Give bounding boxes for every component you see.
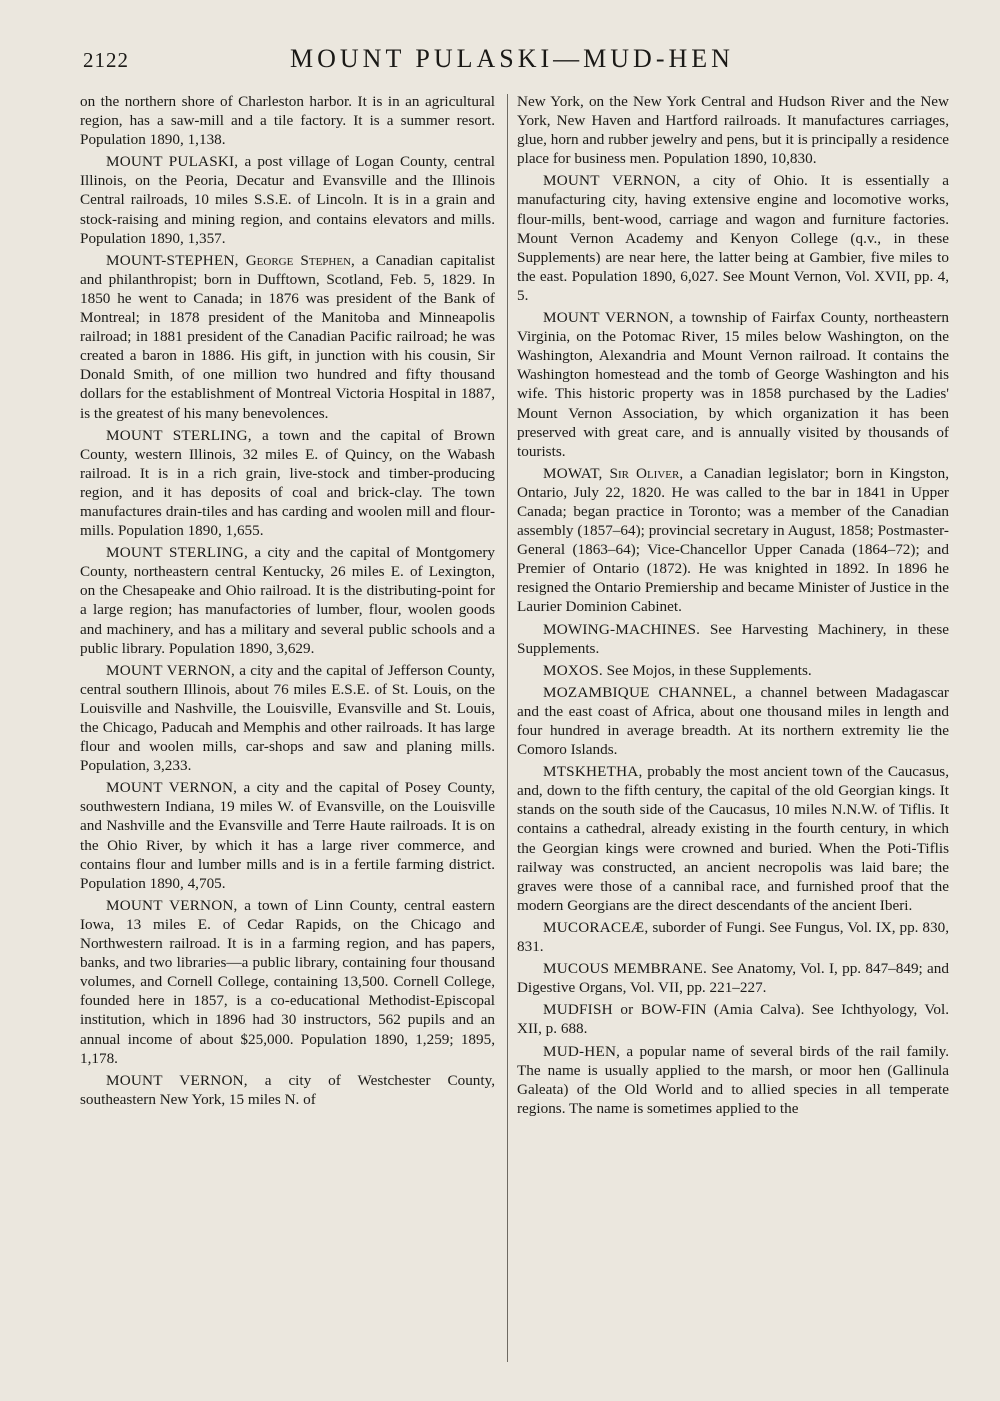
column-divider bbox=[507, 94, 508, 1362]
entry bbox=[80, 543, 495, 658]
entry bbox=[517, 308, 949, 461]
entry bbox=[80, 778, 495, 893]
entry-headword: MUDFISH or BOW-FIN bbox=[543, 1001, 707, 1019]
entry-text: a town of Linn County, central eastern Iowa, 13 miles E. of Cedar Rapids, on the Chicago and Northwestern railroad. It is in a farming region, and has papers, banks, and two libraries—a public library, containing four thousand volumes, and Cornell College, containing 13,500. Cornell College, founded here in 1857, is a co-educational Methodist-Episcopal institution, which in 1896 had 30 instructors, 562 pupils and an annual income of about $25,000. Population 1890, 1,259; 1895, 1,178. bbox=[80, 896, 495, 1067]
left-column bbox=[80, 92, 495, 1379]
entry bbox=[517, 661, 949, 680]
entry bbox=[517, 171, 949, 305]
entry-headword: MOZAMBIQUE CHANNEL, bbox=[543, 683, 737, 701]
entry-text: a city of Westchester County, southeastern New York, 15 miles N. of bbox=[80, 1071, 495, 1108]
entry bbox=[80, 1071, 495, 1109]
entry bbox=[517, 959, 949, 997]
entry-headword: MUCORACEÆ, bbox=[543, 918, 649, 936]
paragraph bbox=[517, 92, 949, 168]
running-title: MOUNT PULASKI—MUD-HEN bbox=[290, 44, 734, 73]
entry-text: a Canadian capitalist and philanthropist; born in Dufftown, Scotland, Feb. 5, 1829. In 1850 he went to Canada; in 1876 was president of the Bank of Montreal; in 1878 president of the Manitoba and Minneapolis railroad; in 1881 president of the Canadian Pacific railroad; he was created a baron in 1886. His gift, in junction with his cousin, Sir Donald Smith, of one million two hundred and fifty thousand dollars for the establishment of Montreal Victoria Hospital in 1887, is the greatest of his many benevolences. bbox=[80, 251, 495, 422]
entry bbox=[80, 896, 495, 1068]
entry-text: a city and the capital of Posey County, southwestern Indiana, 19 miles W. of Evansville, on the Louisville and Nashville and the Evansville and Terre Haute railroads. It is on the Ohio River, by which it has a large river commerce, and contains flour and lumber mills and is in a fertile farming district. Population 1890, 4,705. bbox=[80, 779, 495, 892]
page-number: 2122 bbox=[83, 48, 129, 72]
entry bbox=[517, 464, 949, 617]
entry bbox=[80, 426, 495, 541]
entry-text: probably the most ancient town of the Caucasus, and, down to the fifth century, the capital of the old Georgian kings. It stands on the south side of the Caucasus, 10 miles N.N.W. of Tiflis. It contains a cathedral, already existing in the fourth century, in which the Georgian kings were crowned and buried. When the Poti-Tiflis railway was constructed, an ancient necropolis was laid bare; the graves were those of a cannibal race, and furnished proof that the modern Georgians are the direct descendants of the ancient Iberi. bbox=[517, 763, 949, 914]
entry bbox=[517, 683, 949, 759]
entry-text: a township of Fairfax County, northeastern Virginia, on the Potomac River, 15 miles below Washington, on the Washington, Alexandria and Mount Vernon railroad. It contains the Washington homestead and the tomb of George Washington and his wife. This historic property was in 1858 purchased by the Ladies' Mount Vernon Association, by which organization it has been preserved with great care, and is annually visited by thousands of tourists. bbox=[517, 309, 949, 460]
entry-text: a popular name of several birds of the rail family. The name is usually applied to the marsh, or moor hen (Gallinula Galeata) of the Old World and to allied species in all temperate regions. The name is sometimes applied to the bbox=[517, 1042, 949, 1117]
entry-subhead: George Stephen, bbox=[238, 251, 355, 269]
entry bbox=[517, 1000, 949, 1038]
entry-text: (Amia Calva). See Ichthyology, Vol. XII, p. 688. bbox=[517, 1001, 949, 1038]
entry-headword: MOUNT VERNON, bbox=[543, 172, 681, 190]
entry-headword: MOUNT VERNON, bbox=[543, 309, 674, 327]
entry bbox=[80, 661, 495, 776]
entry-headword: MOUNT VERNON, bbox=[106, 1071, 248, 1089]
right-column bbox=[517, 92, 949, 1379]
entry-text: See Anatomy, Vol. I, pp. 847–849; and Digestive Organs, Vol. VII, pp. 221–227. bbox=[517, 960, 949, 997]
entry bbox=[517, 1042, 949, 1118]
entry-headword: MOUNT PULASKI, bbox=[106, 153, 239, 171]
entry-text: a city and the capital of Jefferson County, central southern Illinois, about 76 miles E.S.E. of St. Louis, on the Louisville and Nashville, the Louisville, Evansville and St. Louis, the Chicago, Paducah and Memphis and other railroads. It has large flour and woolen mills, car-shops and saw and planing mills. Population, 3,233. bbox=[80, 661, 495, 775]
entry-headword: MOUNT VERNON, bbox=[106, 896, 238, 914]
entry-text: a channel between Madagascar and the east coast of Africa, about one thousand miles in length and four hundred in average breadth. At its northern extremity lie the Comoro Islands. bbox=[517, 683, 949, 759]
paragraph bbox=[80, 92, 495, 149]
entry-headword: MTSKHETHA, bbox=[543, 763, 643, 781]
entry-text: a city of Ohio. It is essentially a manufacturing city, having extensive engine and locomotive works, flour-mills, bent-wood, carriage and wagon and furniture factories. Mount Vernon Academy and Kenyon College (q.v., in these Supplements) are near here, the latter being at Gambier, five miles to the east. Population 1890, 6,027. See Mount Vernon, Vol. XVII, pp. 4, 5. bbox=[517, 172, 949, 304]
entry-text: a town and the capital of Brown County, western Illinois, 32 miles E. of Quincy, on the Wabash railroad. It is in a rich grain, live-stock and timber-producing region, and it has deposits of coal and brick-clay. The town manufactures drain-tiles and has carding and woolen mill and flour-mills. Population 1890, 1,655. bbox=[80, 426, 495, 540]
entry-headword: MOUNT-STEPHEN, bbox=[106, 251, 239, 269]
entry-headword: MOXOS. bbox=[543, 661, 603, 679]
entry-text: a post village of Logan County, central Illinois, on the Peoria, Decatur and Evansville and the Illinois Central railroads, 10 miles S.S.E. of Lincoln. It is in a grain and stock-raising and mining region, and contains elevators and mills. Population 1890, 1,357. bbox=[80, 153, 495, 247]
entry-text: a Canadian legislator; born in Kingston, Ontario, July 22, 1820. He was called to the bar in 1841 in Upper Canada; began practice in Toronto; was a member of the Canadian assembly (1857–64); provincial secretary in August, 1858; Postmaster-General (1863–64); Vice-Chancellor Upper Canada (1864–72); and Premier of Ontario (1872). He was knighted in 1892. In 1896 he resigned the Ontario Premiership and became Minister of Justice in the Laurier Dominion Cabinet. bbox=[517, 464, 949, 616]
paragraph-text: New York, on the New York Central and Hudson River and the New York, New Haven and Hartford railroads. It manufactures carriages, glue, horn and rubber jewelry and pens, but it is principally a residence place for business men. Population 1890, 10,830. bbox=[517, 93, 949, 168]
entry bbox=[517, 762, 949, 915]
entry-headword: MUCOUS MEMBRANE. bbox=[543, 960, 708, 978]
entry bbox=[80, 152, 495, 247]
entry-headword: MUD-HEN, bbox=[543, 1042, 621, 1060]
entry bbox=[517, 918, 949, 956]
entry-headword: MOUNT VERNON, bbox=[106, 661, 236, 679]
entry-headword: MOWING-MACHINES. bbox=[543, 620, 701, 638]
entry-text: See Harvesting Machinery, in these Supplements. bbox=[517, 620, 949, 657]
paragraph-text: on the northern shore of Charleston harbor. It is in an agricultural region, has a saw-mill and a tile factory. It is a summer resort. Population 1890, 1,138. bbox=[80, 93, 495, 149]
entry bbox=[517, 620, 949, 658]
entry-headword: MOUNT VERNON, bbox=[106, 779, 238, 797]
entry-text: See Mojos, in these Supplements. bbox=[602, 661, 812, 679]
entry-headword: MOWAT, bbox=[543, 464, 603, 482]
entry-headword: MOUNT STERLING, bbox=[106, 544, 248, 562]
entry bbox=[80, 251, 495, 423]
entry-headword: MOUNT STERLING, bbox=[106, 426, 252, 444]
entry-subhead: Sir Oliver, bbox=[602, 464, 684, 482]
entry-text: a city and the capital of Montgomery County, northeastern central Kentucky, 26 miles E. of Lexington, on the Chesapeake and Ohio railroad. It is the distributing-point for a large region; has manufactories of lumber, flour, woolen goods and machinery, and has a military and several public schools and a public library. Population 1890, 3,629. bbox=[80, 544, 495, 657]
entry-text: suborder of Fungi. See Fungus, Vol. IX, pp. 830, 831. bbox=[517, 918, 949, 956]
